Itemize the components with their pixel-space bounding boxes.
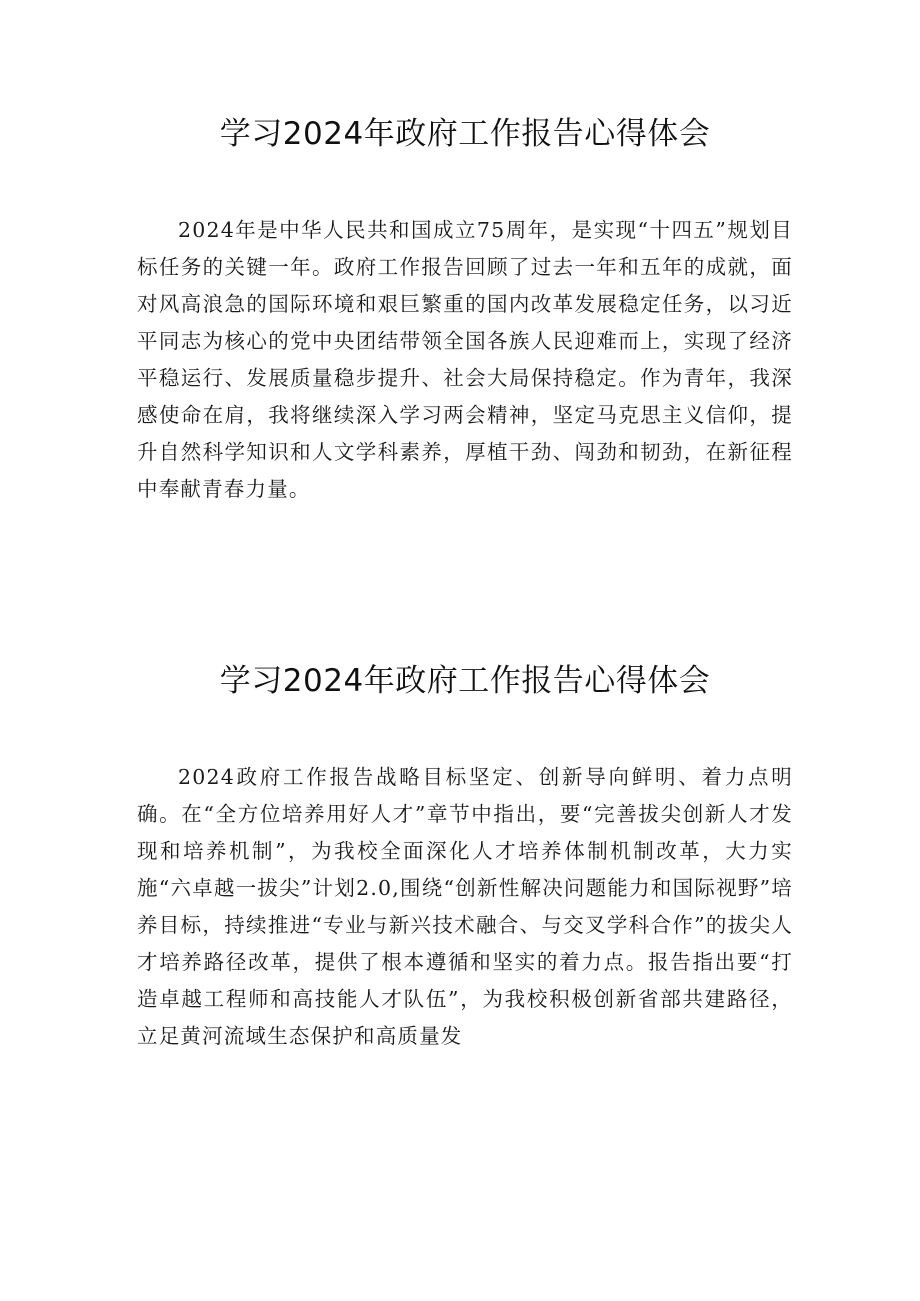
essay-section-2 [137, 655, 793, 1055]
essay-section-1 [137, 108, 793, 508]
essay-paragraph: 2024政府工作报告战略目标坚定、创新导向鲜明、着力点明确。在“全方位培养用好人才”章节中指出，要“完善拔尖创新人才发现和培养机制”，为我校全面深化人才培养体制机制改革，大力实施“六卓越一拔尖”计划2.0,围绕“创新性解决问题能力和国际视野”培养目标，持续推进“专业与新兴技术融合、与交叉学科合作”的拔尖人才培养路径改革，提供了根本遵循和坚实的着力点。报告指出要“打造卓越工程师和高技能人才队伍”，为我校积极创新省部共建路径，立足黄河流域生态保护和高质量发 [137, 765, 793, 1048]
essay-paragraph: 2024年是中华人民共和国成立75周年，是实现“十四五”规划目标任务的关键一年。政府工作报告回顾了过去一年和五年的成就，面对风高浪急的国际环境和艰巨繁重的国内改革发展稳定任务，以习近平同志为核心的党中央团结带领全国各族人民迎难而上，实现了经济平稳运行、发展质量稳步提升、社会大局保持稳定。作为青年，我深感使命在肩，我将继续深入学习两会精神，坚定马克思主义信仰，提升自然科学知识和人文学科素养，厚植干劲、闯劲和韧劲，在新征程中奉献青春力量。 [137, 218, 793, 501]
essay-title: 学习2024年政府工作报告心得体会 [219, 663, 711, 699]
essay-title: 学习2024年政府工作报告心得体会 [219, 116, 711, 152]
